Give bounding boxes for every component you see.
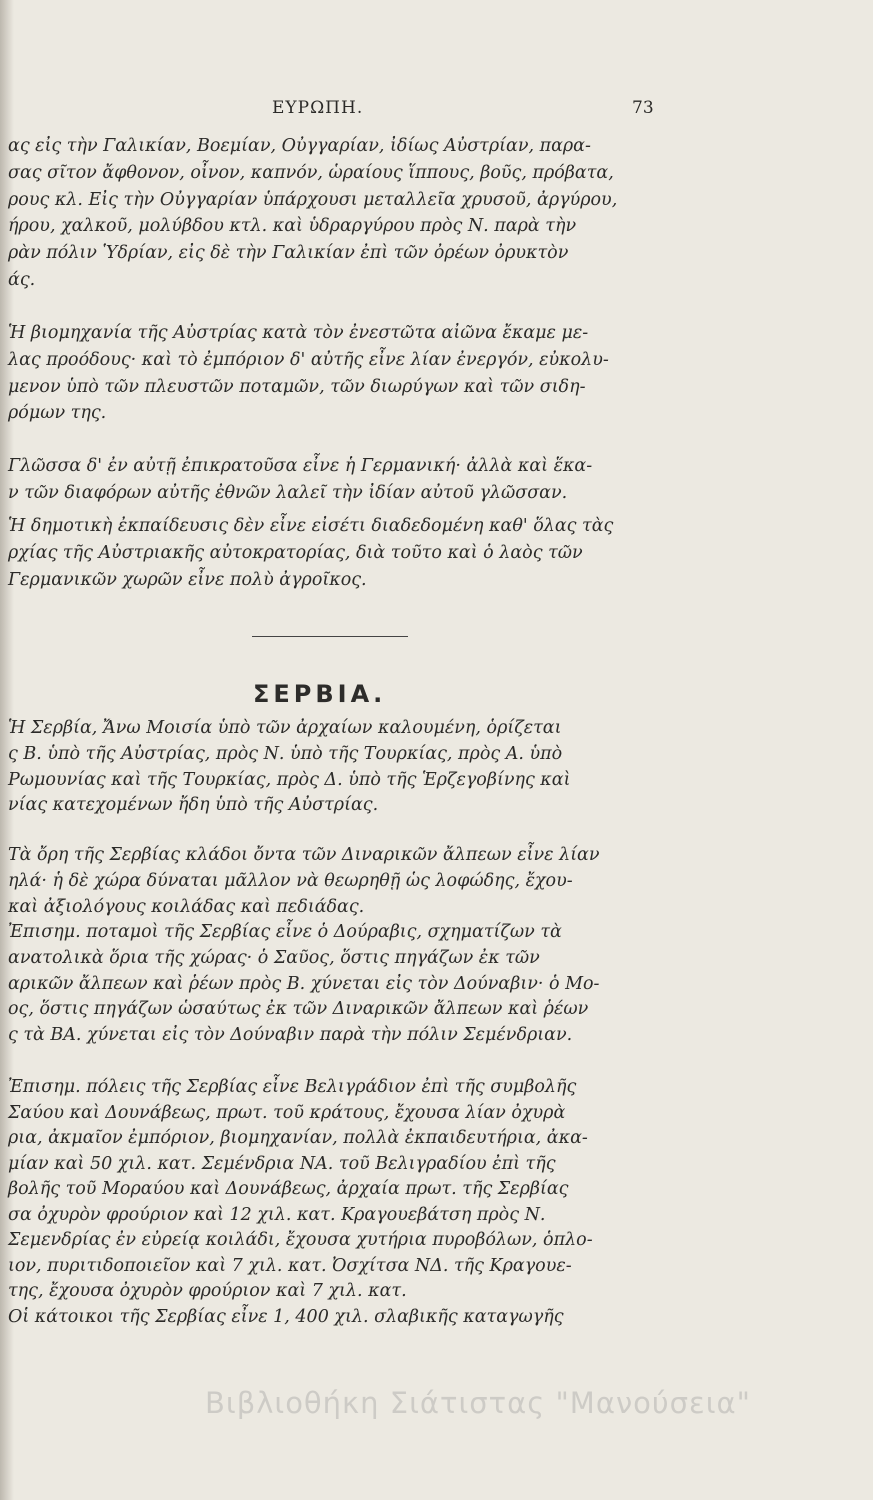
paragraph-language: Γλῶσσα δ' ἐν αὐτῇ ἐπικρατοῦσα εἶνε ἡ Γερμανική· ἀλλὰ καὶ ἕκα- ν τῶν διαφόρων αὐτῆς ἐθνῶν λαλεῖ τὴν ἰδίαν αὐτοῦ γλῶσσαν. <box>8 456 593 503</box>
library-watermark: Βιβλιοθήκη Σιάτιστας "Μανούσεια" <box>205 1386 751 1420</box>
paragraph-agriculture-minerals: ας εἰς τὴν Γαλικίαν, Βοεμίαν, Οὐγγαρίαν, ἰδίως Αὐστρίαν, παρα- σας σῖτον ἄφθονον, οἶνον, καπνόν, ὡραίους ἵππους, βοῦς, πρόβατα, ρους κλ. Εἰς τὴν Οὐγγαρίαν ὑπάρχουσι μεταλλεῖα χρυσοῦ, ἀργύρου, ήρου, χαλκοῦ, μολύβδου κτλ. καὶ ὑδραργύρου πρὸς Ν. παρὰ τὴν ρὰν πόλιν Ὑδρίαν, εἰς δὲ τὴν Γαλικίαν ἐπὶ τῶν ὀρέων ὀρυκτὸν άς. <box>8 136 618 290</box>
paragraph-serbia-cities: Ἐπισημ. πόλεις τῆς Σερβίας εἶνε Βελιγράδιον ἐπὶ τῆς συμβολῆς Σαύου καὶ Δουνάβεως, πρωτ. τοῦ κράτους, ἔχουσα λίαν ὀχυρὰ ρια, ἀκμαῖον ἐμπόριον, βιομηχανίαν, πολλὰ ἐκπαιδευτήρια, ἀκα- μίαν καὶ 50 χιλ. κατ. Σεμένδρια ΝΑ. τοῦ Βελιγραδίου ἐπὶ τῆς βολῆς τοῦ Μοραύου καὶ Δουνάβεως, ἀρχαία πρωτ. τῆς Σερβίας σα ὀχυρὸν φρούριον καὶ 12 χιλ. κατ. Κραγουεβάτση πρὸς Ν. Σεμενδρίας ἐν εὐρείᾳ κοιλάδι, ἔχουσα χυτήρια πυροβόλων, ὁπλο- ιον, πυριτιδοποιεῖον καὶ 7 χιλ. κατ. Ὀσχίτσα ΝΔ. τῆς Κραγουε- της, ἔχουσα ὀχυρὸν φρούριον καὶ 7 χιλ. κατ. Οἱ κάτοικοι τῆς Σερβίας εἶνε 1, 400 χιλ. σλαβικῆς καταγωγῆς <box>8 1077 593 1327</box>
paragraph-serbia-rivers: Ἐπισημ. ποταμοὶ τῆς Σερβίας εἶνε ὁ Δούραβις, σχηματίζων τὰ ανατολικὰ ὅρια τῆς χώρας· ὁ Σαῦος, ὅστις πηγάζων ἐκ τῶν αρικῶν ἄλπεων καὶ ῥέων πρὸς Β. χύνεται εἰς τὸν Δούναβιν· ὁ Μο- ος, ὅστις πηγάζων ὡσαύτως ἐκ τῶν Διναρικῶν ἄλπεων καὶ ῥέων ς τὰ ΒΑ. χύνεται εἰς τὸν Δούναβιν παρὰ τὴν πόλιν Σεμένδριαν. <box>8 922 600 1046</box>
running-head: ΕΥΡΩΠΗ. <box>272 98 364 118</box>
section-divider <box>252 636 408 637</box>
page-number: 73 <box>632 98 654 118</box>
paragraph-serbia-borders: Ἡ Σερβία, Ἄνω Μοισία ὑπὸ τῶν ἀρχαίων καλουμένη, ὁρίζεται ς Β. ὑπὸ τῆς Αὐστρίας, πρὸς Ν. ὑπὸ τῆς Τουρκίας, πρὸς Α. ὑπὸ Ρωμουνίας καὶ τῆς Τουρκίας, πρὸς Δ. ὑπὸ τῆς Ἑρζεγοβίνης καὶ νίας κατεχομένων ἤδη ὑπὸ τῆς Αὐστρίας. <box>8 718 571 816</box>
paragraph-serbia-mountains: Τὰ ὄρη τῆς Σερβίας κλάδοι ὄντα τῶν Διναρικῶν ἄλπεων εἶνε λίαν ηλά· ἡ δὲ χώρα δύναται μᾶλλον νὰ θεωρηθῇ ὡς λοφώδης, ἔχου- καὶ ἀξιολόγους κοιλάδας καὶ πεδιάδας. <box>8 845 600 917</box>
paragraph-education: Ἡ δημοτικὴ ἐκπαίδευσις δὲν εἶνε εἰσέτι διαδεδομένη καθ' ὅλας τὰς ρχίας τῆς Αὐστριακῆς αὐτοκρατορίας, διὰ τοῦτο καὶ ὁ λαὸς τῶν Γερμανικῶν χωρῶν εἶνε πολὺ ἀγροῖκος. <box>8 516 614 590</box>
section-title: ΣΕΡΒΙΑ. <box>253 680 387 708</box>
paragraph-industry-trade: Ἡ βιομηχανία τῆς Αὐστρίας κατὰ τὸν ἐνεστῶτα αἰῶνα ἔκαμε με- λας προόδους· καὶ τὸ ἐμπόριον δ' αὐτῆς εἶνε λίαν ἐνεργόν, εὐκολυ- μενον ὑπὸ τῶν πλευστῶν ποταμῶν, τῶν διωρύγων καὶ τῶν σιδη- ρόμων της. <box>8 323 609 424</box>
page-header <box>0 98 873 128</box>
